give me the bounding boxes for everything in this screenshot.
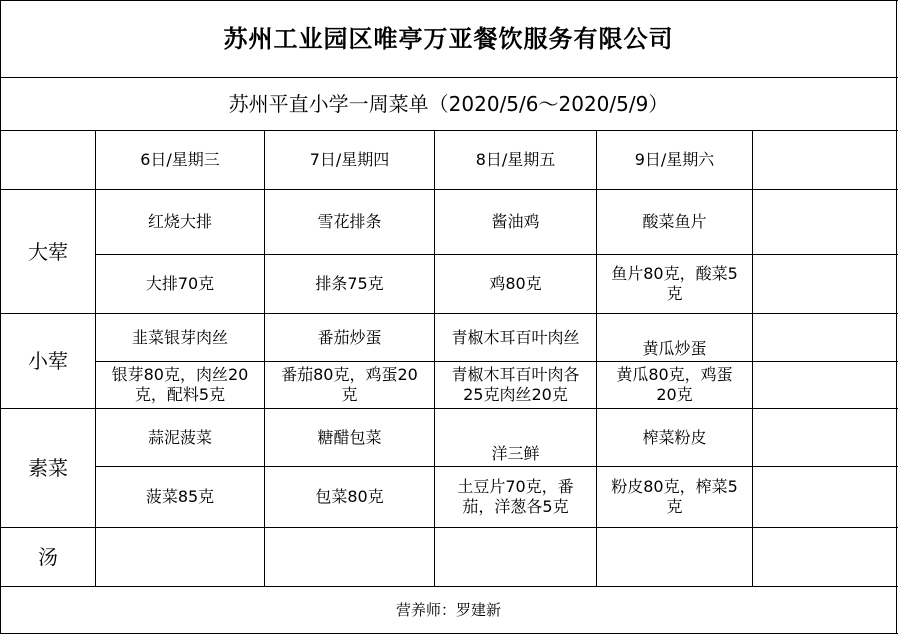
- dish-amount: 青椒木耳百叶肉各 25克肉丝20克: [451, 365, 580, 404]
- dish-amount: 菠菜85克: [145, 487, 215, 506]
- dish-amount: 大排70克: [145, 274, 215, 293]
- company-title: 苏州工业园区唯亭万亚餐饮服务有限公司: [223, 25, 674, 53]
- dish-name: 酱油鸡: [491, 212, 540, 231]
- dish-name: 雪花排条: [317, 212, 382, 231]
- day-header: 9日/星期六: [634, 150, 715, 169]
- border-line: [752, 130, 753, 587]
- dish-name: 红烧大排: [147, 212, 212, 231]
- dish-amount: 排条75克: [315, 274, 384, 293]
- nutritionist-footer: 营养师：罗建新: [395, 601, 501, 619]
- dish-name: 蒜泥菠菜: [147, 427, 212, 447]
- border-line: [896, 0, 897, 634]
- dish-amount: 土豆片70克，番 茄，洋葱各5克: [457, 477, 574, 516]
- dish-name: 酸菜鱼片: [642, 212, 707, 231]
- dish-amount: 黄瓜80克，鸡蛋 20克: [616, 365, 733, 404]
- border-line: [0, 527, 898, 528]
- menu-subtitle: 苏州平直小学一周菜单（2020/5/6～2020/5/9）: [228, 92, 669, 116]
- dish-amount: 粉皮80克，榨菜5 克: [611, 477, 738, 516]
- border-line: [0, 633, 898, 634]
- dish-name: 糖醋包菜: [317, 427, 382, 447]
- dish-amount: 番茄80克，鸡蛋20 克: [281, 365, 418, 404]
- day-header: 6日/星期三: [140, 150, 220, 169]
- day-header: 8日/星期五: [475, 150, 556, 169]
- dish-name: 洋三鲜: [491, 444, 540, 463]
- category-label: 大荤: [28, 239, 68, 264]
- day-header: 7日/星期四: [309, 150, 390, 169]
- dish-amount: 鸡80克: [489, 274, 542, 293]
- dish-name: 黄瓜炒蛋: [642, 339, 707, 358]
- dish-name: 番茄炒蛋: [317, 327, 382, 347]
- dish-name: 韭菜银芽肉丝: [131, 327, 228, 347]
- dish-name: 青椒木耳百叶肉丝: [451, 327, 580, 347]
- category-label: 汤: [38, 545, 58, 569]
- dish-amount: 银芽80克，肉丝20 克，配料5克: [111, 365, 249, 404]
- category-label: 素菜: [28, 456, 68, 480]
- dish-name: 榨菜粉皮: [642, 427, 707, 447]
- dish-amount: 鱼片80克，酸菜5 克: [611, 264, 738, 303]
- category-label: 小荤: [28, 349, 68, 373]
- dish-amount: 包菜80克: [315, 487, 384, 506]
